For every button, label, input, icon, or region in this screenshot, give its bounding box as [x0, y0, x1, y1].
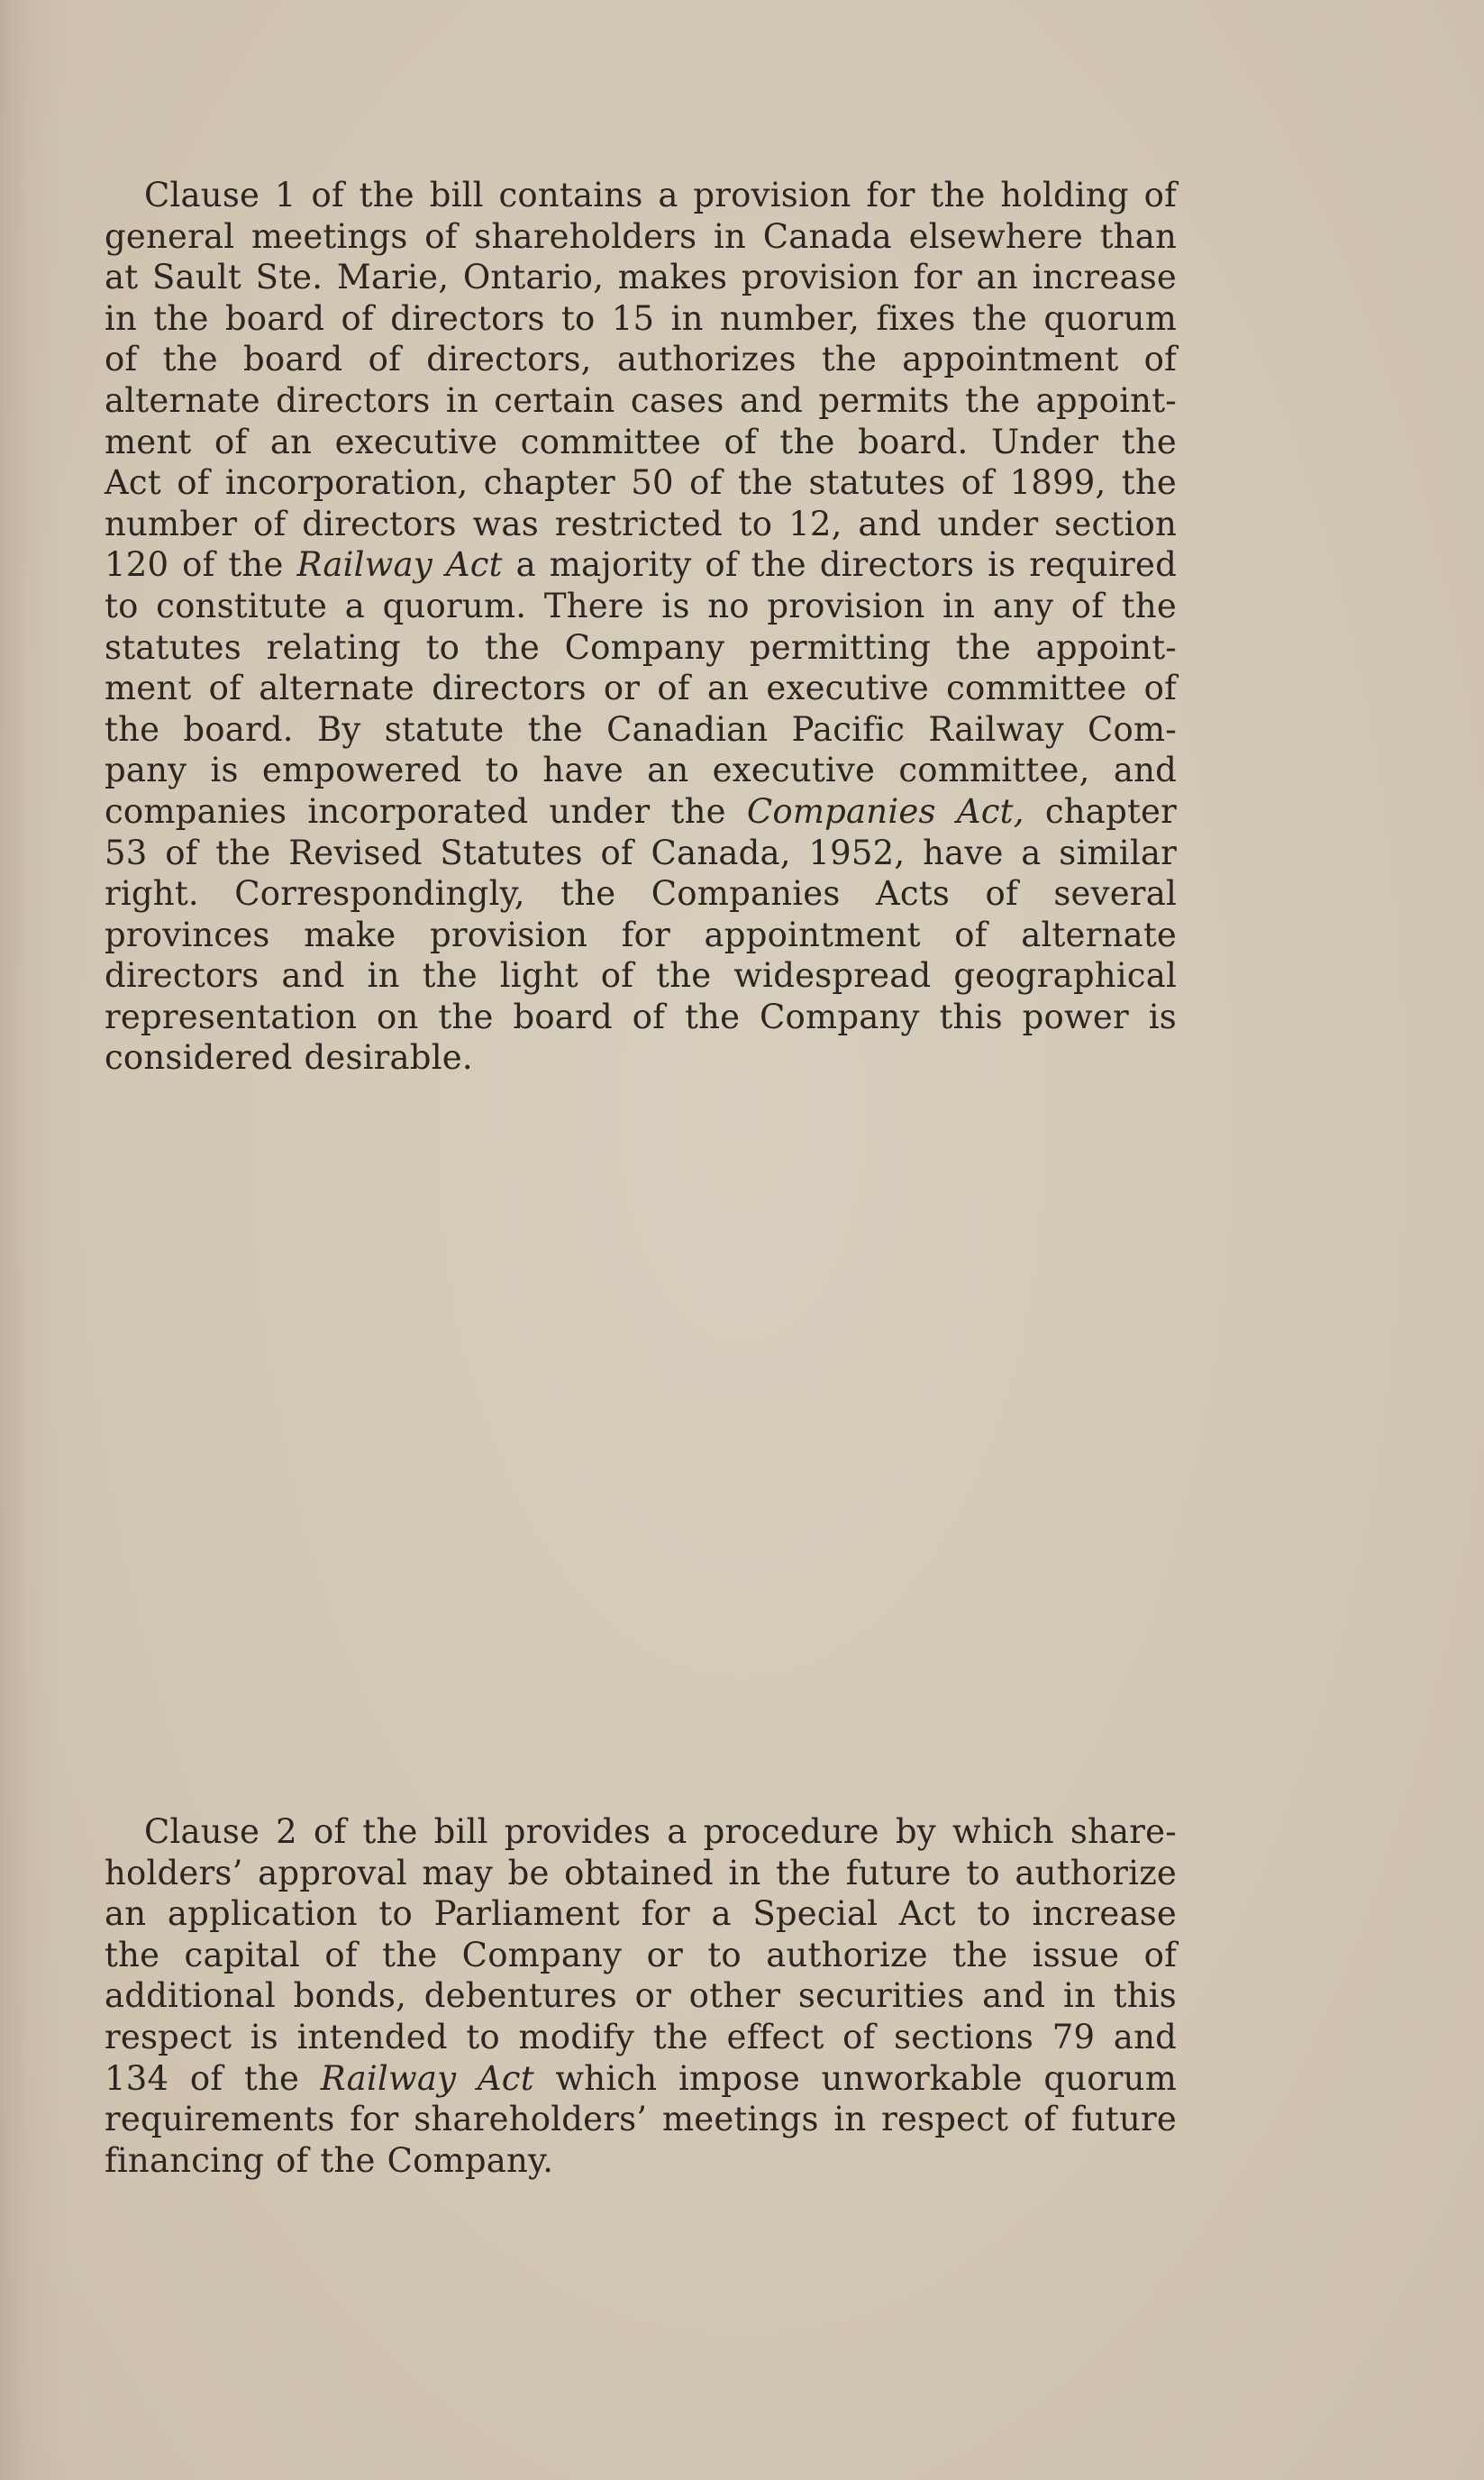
text-line: financing of the Company. — [105, 2140, 554, 2180]
text-line: provinces make provision for appointment of alternate — [105, 915, 1177, 954]
text-line: holders’ approval may be obtained in the future to authorize — [105, 1853, 1177, 1892]
text-line: Clause 2 of the bill provides a procedure by which share- — [144, 1812, 1177, 1851]
text-line: requirements for shareholders’ meetings in respect of future — [105, 2100, 1177, 2139]
text-line: considered desirable. — [105, 1038, 473, 1078]
text-line — [105, 791, 1177, 833]
text-line: number of directors was restricted to 12, and under section — [105, 504, 1177, 543]
text-line: at Sault Ste. Marie, Ontario, makes provision for an increase — [105, 258, 1177, 297]
text-line: an application to Parliament for a Special Act to increase — [105, 1894, 1177, 1934]
railway-act-reference: Railway Act — [296, 545, 503, 585]
text-line: alternate directors in certain cases and permits the appoint- — [105, 380, 1177, 420]
text-line: additional bonds, debentures or other securities and in this — [105, 1976, 1177, 2016]
text-line: 53 of the Revised Statutes of Canada, 1952, have a similar — [105, 833, 1177, 872]
text-segment: a majority of the directors is required — [502, 545, 1177, 585]
text-line: pany is empowered to have an executive committee, and — [105, 751, 1177, 790]
text-line — [105, 2058, 1177, 2100]
text-line: Act of incorporation, chapter 50 of the statutes of 1899, the — [105, 463, 1177, 503]
text-segment: chapter — [1024, 791, 1177, 831]
text-line: ment of alternate directors or of an executive committee of — [105, 669, 1177, 708]
text-line: directors and in the light of the widespread geographical — [105, 956, 1177, 996]
text-segment: companies incorporated under the — [105, 791, 747, 831]
companies-act-reference: Companies Act, — [746, 791, 1024, 831]
text-line: general meetings of shareholders in Canada elsewhere than — [105, 216, 1177, 256]
text-line — [105, 544, 1177, 586]
text-line: representation on the board of the Company this power is — [105, 997, 1177, 1036]
text-line: in the board of directors to 15 in number, fixes the quorum — [105, 298, 1177, 338]
text-line: Clause 1 of the bill contains a provision for the holding of — [144, 176, 1177, 214]
text-line: respect is intended to modify the effect of sections 79 and — [105, 2017, 1177, 2056]
text-segment: 120 of the — [105, 545, 297, 585]
text-line: right. Correspondingly, the Companies Acts of several — [105, 874, 1177, 914]
text-line: to constitute a quorum. There is no provision in any of the — [105, 586, 1177, 625]
text-line: of the board of directors, authorizes the appointment of — [105, 340, 1177, 379]
clause-2-paragraph — [105, 1811, 1177, 2181]
text-line: the board. By statute the Canadian Pacific Railway Com- — [105, 709, 1177, 749]
text-line: statutes relating to the Company permitting the appoint- — [105, 627, 1177, 667]
text-line: ment of an executive committee of the board. Under the — [105, 422, 1177, 461]
clause-1-paragraph — [105, 175, 1177, 1079]
text-segment: 134 of the — [105, 2058, 321, 2098]
text-line: the capital of the Company or to authorize the issue of — [105, 1935, 1177, 1974]
text-segment: which impose unworkable quorum — [533, 2058, 1177, 2098]
railway-act-reference: Railway Act — [320, 2058, 534, 2098]
